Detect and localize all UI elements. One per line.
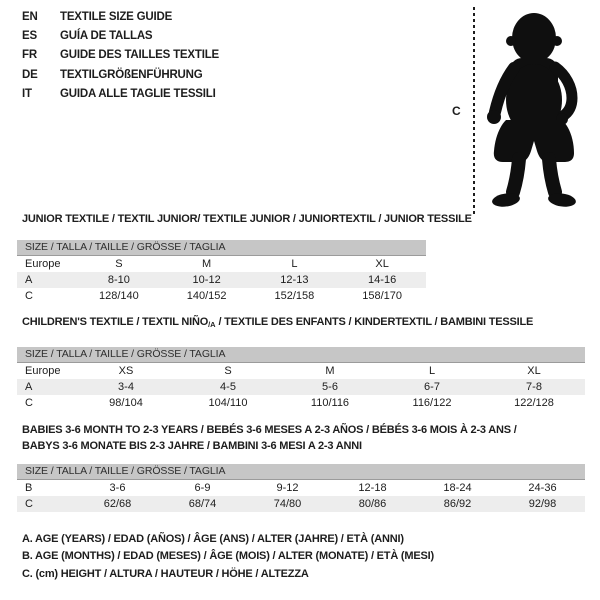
language-code: EN	[22, 11, 38, 23]
language-code: IT	[22, 87, 32, 100]
size-header-bar: SIZE / TALLA / TAILLE / GRÖSSE / TAGLIA	[17, 240, 426, 256]
language-item-fr	[22, 46, 219, 65]
table-cell: 68/74	[188, 498, 217, 510]
table-cell: 18-24	[443, 482, 472, 494]
table-row-c	[17, 395, 585, 411]
table-cell: 8-10	[107, 274, 130, 286]
row-label: C	[25, 498, 33, 510]
children-title-subscript: /A	[208, 320, 216, 329]
table-cell: XL	[527, 365, 541, 377]
language-title: GUIDA ALLE TAGLIE TESSILI	[60, 87, 216, 100]
table-cell: L	[291, 258, 298, 270]
language-code: ES	[22, 30, 37, 43]
table-cell: 9-12	[276, 482, 299, 494]
table-cell: 116/122	[412, 397, 452, 409]
babies-size-table	[17, 464, 585, 512]
table-cell: 12-13	[280, 274, 309, 286]
table-row-b	[17, 480, 585, 496]
table-cell: 5-6	[322, 381, 338, 393]
table-cell: 104/110	[208, 397, 248, 409]
language-item-de	[22, 66, 219, 85]
language-item-it	[22, 85, 219, 104]
language-item-en	[22, 8, 219, 27]
size-header-bar: SIZE / TALLA / TAILLE / GRÖSSE / TAGLIA	[17, 464, 585, 480]
children-section-title	[22, 316, 533, 329]
legend-line-c: C. (cm) HEIGHT / ALTURA / HAUTEUR / HÖHE / ALTEZZA	[22, 567, 309, 580]
table-row-a	[17, 272, 426, 288]
table-row-europe	[17, 256, 426, 272]
table-row-c	[17, 288, 426, 304]
table-cell: 6-7	[424, 381, 440, 393]
babies-title-line2: BABYS 3-6 MONATE BIS 2-3 JAHRE / BAMBINI 3-6 MESI A 2-3 ANNI	[22, 440, 362, 452]
legend-line-b: B. AGE (MONTHS) / EDAD (MESES) / ÂGE (MOIS) / ALTER (MONATE) / ETÀ (MESI)	[22, 550, 434, 563]
language-title: TEXTILGRÖßENFÜHRUNG	[60, 68, 203, 81]
table-cell: XS	[118, 365, 134, 377]
junior-section-title: JUNIOR TEXTILE / TEXTIL JUNIOR/ TEXTILE JUNIOR / JUNIORTEXTIL / JUNIOR TESSILE	[22, 213, 472, 225]
height-dotted-line	[473, 7, 475, 215]
babies-section-title	[22, 422, 517, 454]
table-cell: 7-8	[526, 381, 542, 393]
height-label-c: C	[452, 104, 461, 118]
table-cell: 4-5	[220, 381, 236, 393]
children-size-table	[17, 347, 585, 411]
row-label: C	[25, 397, 33, 409]
table-cell: 122/128	[514, 397, 554, 409]
row-label: A	[25, 381, 33, 393]
row-label: B	[25, 482, 33, 494]
table-cell: 3-6	[109, 482, 126, 494]
children-title-pre: CHILDREN'S TEXTILE / TEXTIL NIÑO	[22, 316, 209, 328]
table-cell: 98/104	[109, 397, 143, 409]
children-title-post: / TEXTILE DES ENFANTS / KINDERTEXTIL / BAMBINI TESSILE	[215, 316, 534, 328]
row-label: Europe	[25, 365, 61, 377]
legend-line-a: A. AGE (YEARS) / EDAD (AÑOS) / ÂGE (ANS) / ALTER (JAHRE) / ETÀ (ANNI)	[22, 533, 404, 545]
junior-size-table	[17, 240, 426, 304]
table-cell: S	[115, 258, 123, 270]
table-cell: 128/140	[98, 290, 139, 302]
table-cell: 6-9	[194, 482, 211, 494]
table-row-a	[17, 379, 585, 395]
height-measurement-figure	[440, 4, 596, 218]
table-cell: 140/152	[186, 290, 227, 302]
measurement-legend	[22, 531, 434, 583]
table-cell: M	[202, 258, 212, 270]
table-cell: 80/86	[358, 498, 387, 510]
table-cell: 3-4	[118, 381, 134, 393]
baby-silhouette-image	[482, 10, 590, 212]
row-label: Europe	[25, 258, 61, 270]
table-cell: 152/158	[274, 290, 315, 302]
language-item-es	[22, 27, 219, 46]
table-cell: M	[325, 365, 335, 377]
table-cell: 86/92	[443, 498, 472, 510]
table-cell: 74/80	[273, 498, 302, 510]
language-list	[22, 8, 219, 104]
language-title: GUIDE DES TAILLES TEXTILE	[60, 49, 219, 62]
table-cell: 12-18	[358, 482, 387, 494]
size-header-bar: SIZE / TALLA / TAILLE / GRÖSSE / TAGLIA	[17, 347, 585, 363]
table-cell: 14-16	[368, 274, 397, 286]
table-cell: XL	[375, 258, 389, 270]
table-cell: 92/98	[528, 498, 557, 510]
table-row-europe	[17, 363, 585, 379]
table-cell: 10-12	[192, 274, 221, 286]
table-cell: 24-36	[528, 482, 557, 494]
language-code: FR	[22, 49, 37, 62]
row-label: C	[25, 290, 33, 302]
table-cell: 110/116	[310, 397, 350, 409]
table-cell: L	[428, 365, 436, 377]
table-cell: 62/68	[103, 498, 132, 510]
table-cell: 158/170	[362, 290, 402, 302]
babies-title-line1: BABIES 3-6 MONTH TO 2-3 YEARS / BEBÉS 3-6 MESES A 2-3 AÑOS / BÉBÉS 3-6 MOIS À 2-3 ANS /	[22, 424, 517, 436]
language-title: TEXTILE SIZE GUIDE	[60, 11, 173, 23]
table-cell: S	[224, 365, 232, 377]
language-title: GUÍA DE TALLAS	[60, 30, 153, 43]
row-label: A	[25, 274, 33, 286]
language-code: DE	[22, 68, 38, 81]
table-row-c	[17, 496, 585, 512]
